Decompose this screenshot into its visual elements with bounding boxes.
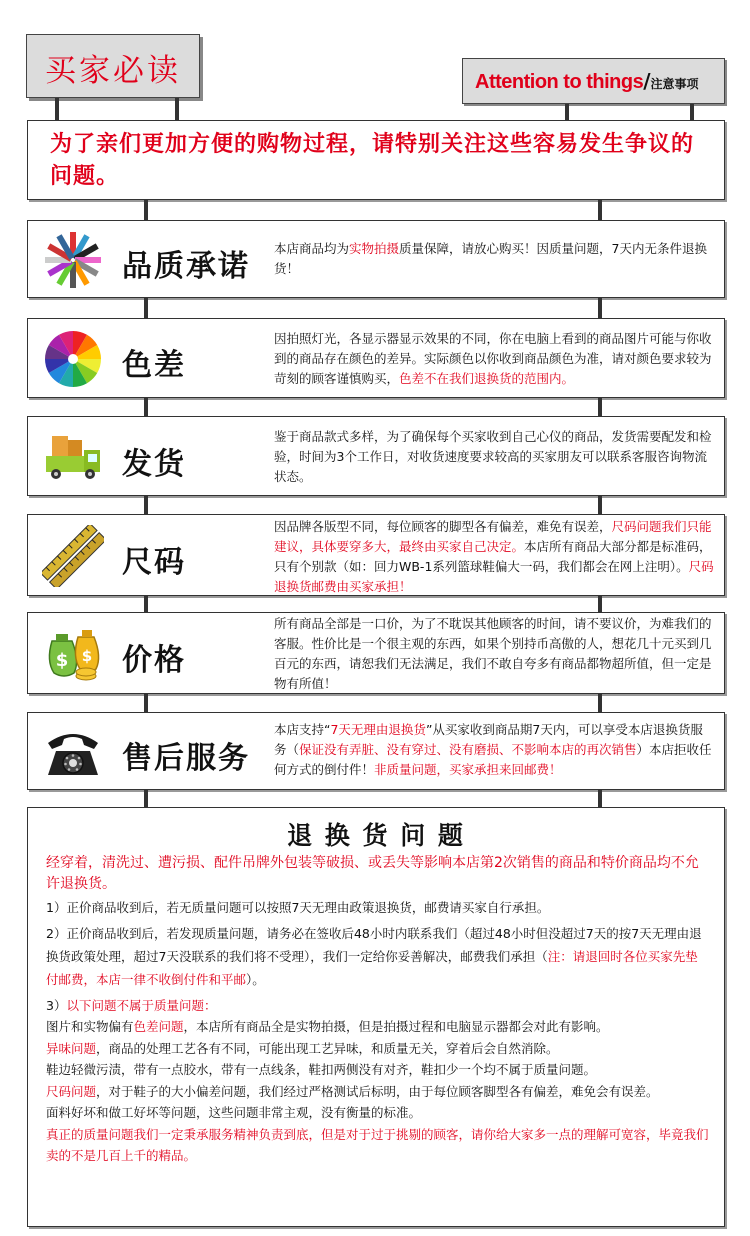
section-title: 售后服务 [122,741,250,776]
money-bag-icon [42,621,104,683]
shoes-fan-icon [42,229,104,291]
para-part: 色差问题 [133,1019,184,1034]
header-title-box [26,34,200,98]
connector [598,298,602,318]
desc-part: ）本店拒收任何方式的倒付件！ [274,742,712,777]
desc-part: 7天无理由退换货 [330,722,426,737]
para-part: 1）正价商品收到后，若无质量问题可以按照7天无理由政策退换货，邮费请买家自行承担。 [46,900,550,915]
connector [690,104,694,120]
connector [144,200,148,220]
delivery-truck-icon [42,426,104,488]
connector [598,694,602,712]
para-part: 图片和实物偏有 [46,1019,134,1034]
desc-part: 所有商品全部是一口价，为了不耽误其他顾客的时间，请不要议价，为难我们的客服。性价比是一个很主观的东西，如果个别持币高傲的人，想花几十元买到几百元的东西，请恕我们无法满足，我们不敢自夸多有商品都物超所值，但一定是物有所值！ [274,616,712,691]
connector [144,596,148,612]
connector [144,298,148,318]
desc-part: 实物拍摄 [349,241,400,256]
connector [565,104,569,120]
para-part: 以下问题不属于质量问题： [66,997,217,1013]
returns-paragraph [28,922,724,991]
header-title: 买家必读 [45,53,181,89]
returns-paragraph [28,897,724,919]
para-part: ，本店所有商品全是实物拍摄，但是拍摄过程和电脑显示器都会对此有影响。 [183,1019,609,1034]
returns-title: 退 换 货 问 题 [287,821,465,850]
connector [598,200,602,220]
para-part: 注：请退回时各位买家先垫付邮费，本店一律不收倒付件和平邮 [46,948,698,987]
para-part: 异味问题 [46,1040,97,1056]
returns-paragraph [28,1081,724,1103]
connector [598,596,602,612]
returns-paragraph [28,1059,724,1081]
attention-slash: / [643,69,651,93]
returns-paragraph [28,995,724,1017]
intro-box [27,120,725,200]
telephone-icon [42,721,104,783]
desc-part: 本店所有商品大部分都是标准码，只有个别款（如：回力WB-1系列篮球鞋偏大一码，我们都会在网上注明）。 [274,539,712,574]
para-part: ，商品的处理工艺各有不同，可能出现工艺异味，和质量无关，穿着后会自然消除。 [96,1040,559,1056]
desc-part: 色差不在我们退换货的范围内。 [399,371,575,386]
para-part: ，对于鞋子的大小偏差问题，我们经过严格测试后标明，由于每位顾客脚型各有偏差，难免会有误差。 [96,1083,659,1099]
connector [144,496,148,514]
attention-box [462,58,725,104]
section-shipping [27,416,725,496]
connector [598,790,602,807]
measuring-tape-icon [42,525,104,587]
section-desc [274,614,714,694]
para-part: 尺码问题 [46,1083,97,1099]
svg-text:$: $ [81,647,93,665]
desc-part: 本店支持“ [274,722,331,737]
desc-part: 质量保障，请放心购买！因质量问题，7天内无条件退换货！ [274,241,707,276]
section-price [27,612,725,694]
section-desc [274,517,714,597]
section-after-sales [27,712,725,790]
section-desc [274,239,714,279]
desc-part: 尺码退换货邮费由买家承担！ [274,559,714,594]
para-part: 3） [46,997,67,1013]
para-part: 鞋边轻微污渍，带有一点胶水，带有一点线条，鞋扣两侧没有对齐，鞋扣少一个均不属于质量问题。 [46,1062,597,1077]
returns-paragraph [28,1102,724,1124]
desc-part: 本店商品均为 [274,241,350,256]
svg-text:$: $ [55,650,69,671]
para-part: 2）正价商品收到后，若发现质量问题，请务必在签收后48小时内联系我们（超过48小时但没超过7天的按7天无理由退换货政策处理，超过7天没联系的我们将不受理），我们一定给你妥善解决，邮费我们承担（ [46,925,702,964]
para-part: ）。 [246,971,265,987]
section-desc [274,329,714,389]
connector [144,398,148,416]
para-part: 真正的质量问题我们一定秉承服务精神负责到底，但是对于过于挑剔的顾客，请你给大家多一点的理解可宽容，毕竟我们卖的不是几百上千的精品。 [46,1126,709,1163]
connector [598,496,602,514]
desc-part: 非质量问题，买家承担来回邮费！ [374,762,562,777]
para-part: 面料好坏和做工好坏等问题，这些问题非常主观，没有衡量的标准。 [46,1105,422,1120]
desc-part: ”从买家收到商品期7天内，可以享受本店退换货服务（ [274,722,703,757]
returns-box [27,807,725,1227]
section-title: 品质承诺 [122,249,250,284]
attention-label [475,69,699,94]
section-title: 色差 [122,348,186,383]
section-title: 尺码 [122,545,186,580]
desc-part: 因拍照灯光，各显示器显示效果的不同，你在电脑上看到的商品图片可能与你收到的商品存在颜色的差异。实际颜色以你收到商品颜色为准，请对颜色要求较为苛刻的顾客谨慎购买， [274,331,712,386]
section-title: 价格 [122,643,186,678]
returns-paragraph [28,853,724,895]
section-size [27,514,725,596]
connector [598,398,602,416]
desc-part: 鉴于商品款式多样，为了确保每个买家收到自己心仪的商品，发货需要配发和检验，时间为3个工作日，对收货速度要求较高的买家朋友可以联系客服咨询物流状态。 [274,429,712,484]
para-part: 经穿着，清洗过、遭污损、配件吊牌外包装等破损、或丢失等影响本店第2次销售的商品和特价商品均不允许退换货。 [46,855,699,892]
returns-paragraph [28,1016,724,1038]
section-quality [27,220,725,298]
section-title: 发货 [122,447,186,482]
desc-part: 尺码问题我们只能建议，具体要穿多大，最终由买家自己决定。 [274,519,712,554]
section-desc [274,720,714,780]
connector [55,98,59,120]
connector [144,790,148,807]
desc-part: 因品牌各版型不同，每位顾客的脚型各有偏差，难免有误差， [274,519,612,534]
connector [144,694,148,712]
section-color [27,318,725,398]
color-wheel-icon [42,328,104,390]
returns-paragraph [28,1124,724,1167]
desc-part: 保证没有弄脏、没有穿过、没有磨损、不影响本店的再次销售 [299,742,637,757]
intro-text: 为了亲们更加方便的购物过程，请特别关注这些容易发生争议的问题。 [50,132,695,189]
returns-paragraph [28,1038,724,1060]
attention-en: Attention to things [475,71,644,93]
connector [175,98,179,120]
section-desc [274,427,714,487]
attention-cn: 注意事项 [650,77,699,91]
